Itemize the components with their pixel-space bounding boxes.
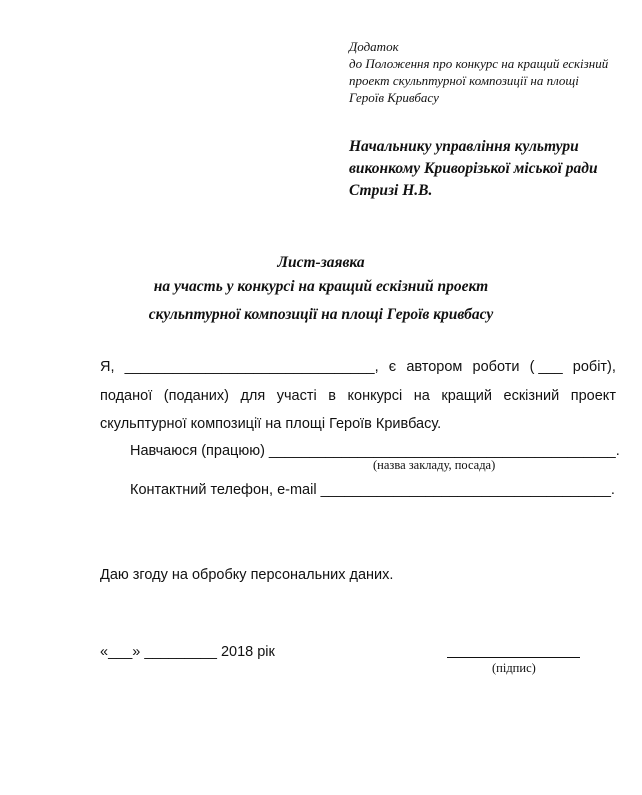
word: автором bbox=[406, 359, 463, 375]
word: поданої bbox=[100, 388, 153, 404]
word: ескізний bbox=[503, 388, 560, 404]
submitted-line bbox=[100, 387, 616, 405]
word: для bbox=[240, 388, 266, 404]
document-subtitle-line-2: скульптурної композиції на площі Героїв кривбасу bbox=[148, 306, 494, 323]
date-field[interactable]: «___» _________ 2018 рік bbox=[100, 644, 275, 660]
word: є bbox=[388, 359, 397, 375]
appendix-line-3: проект скульптурної композиції на площі bbox=[349, 73, 579, 88]
composition-line: скульптурної композиції на площі Героїв Кривбасу. bbox=[100, 416, 442, 432]
word: кращий bbox=[441, 388, 492, 404]
addressee-block bbox=[349, 136, 629, 202]
signature-line[interactable] bbox=[447, 657, 580, 658]
appendix-line-2: до Положення про конкурс на кращий ескізний bbox=[349, 56, 609, 71]
document-subtitle-line-1: на участь у конкурсі на кращий ескізний проект bbox=[153, 278, 489, 295]
consent-statement: Даю згоду на обробку персональних даних. bbox=[100, 567, 394, 583]
study-work-field[interactable]: Навчаюся (працюю) ___________________________________________. bbox=[130, 443, 620, 459]
word: проект bbox=[570, 388, 616, 404]
word: робіт), bbox=[572, 359, 616, 375]
applicant-name-blank[interactable]: _______________________________, bbox=[124, 359, 379, 375]
signature-hint: (підпис) bbox=[492, 661, 536, 675]
study-work-hint: (назва закладу, посада) bbox=[373, 458, 496, 472]
word: роботи bbox=[472, 359, 520, 375]
addressee-line-2: виконкому Криворізької міської ради bbox=[349, 160, 598, 177]
document-title: Лист-заявка bbox=[277, 254, 365, 271]
word: участі bbox=[276, 388, 317, 404]
appendix-block bbox=[349, 38, 619, 106]
word: (поданих) bbox=[163, 388, 229, 404]
works-count-blank[interactable]: ( ___ bbox=[529, 359, 563, 375]
appendix-line-4: Героїв Кривбасу bbox=[349, 90, 439, 105]
word: Я, bbox=[100, 359, 115, 375]
word: конкурсі bbox=[347, 388, 403, 404]
addressee-line-3: Стризі Н.В. bbox=[349, 182, 433, 199]
addressee-line-1: Начальнику управління культури bbox=[349, 138, 579, 155]
contact-field[interactable]: Контактний телефон, e-mail ____________________________________. bbox=[130, 482, 615, 498]
word: на bbox=[413, 388, 430, 404]
appendix-line-1: Додаток bbox=[349, 39, 399, 54]
word: в bbox=[328, 388, 336, 404]
applicant-name-line bbox=[100, 358, 616, 376]
